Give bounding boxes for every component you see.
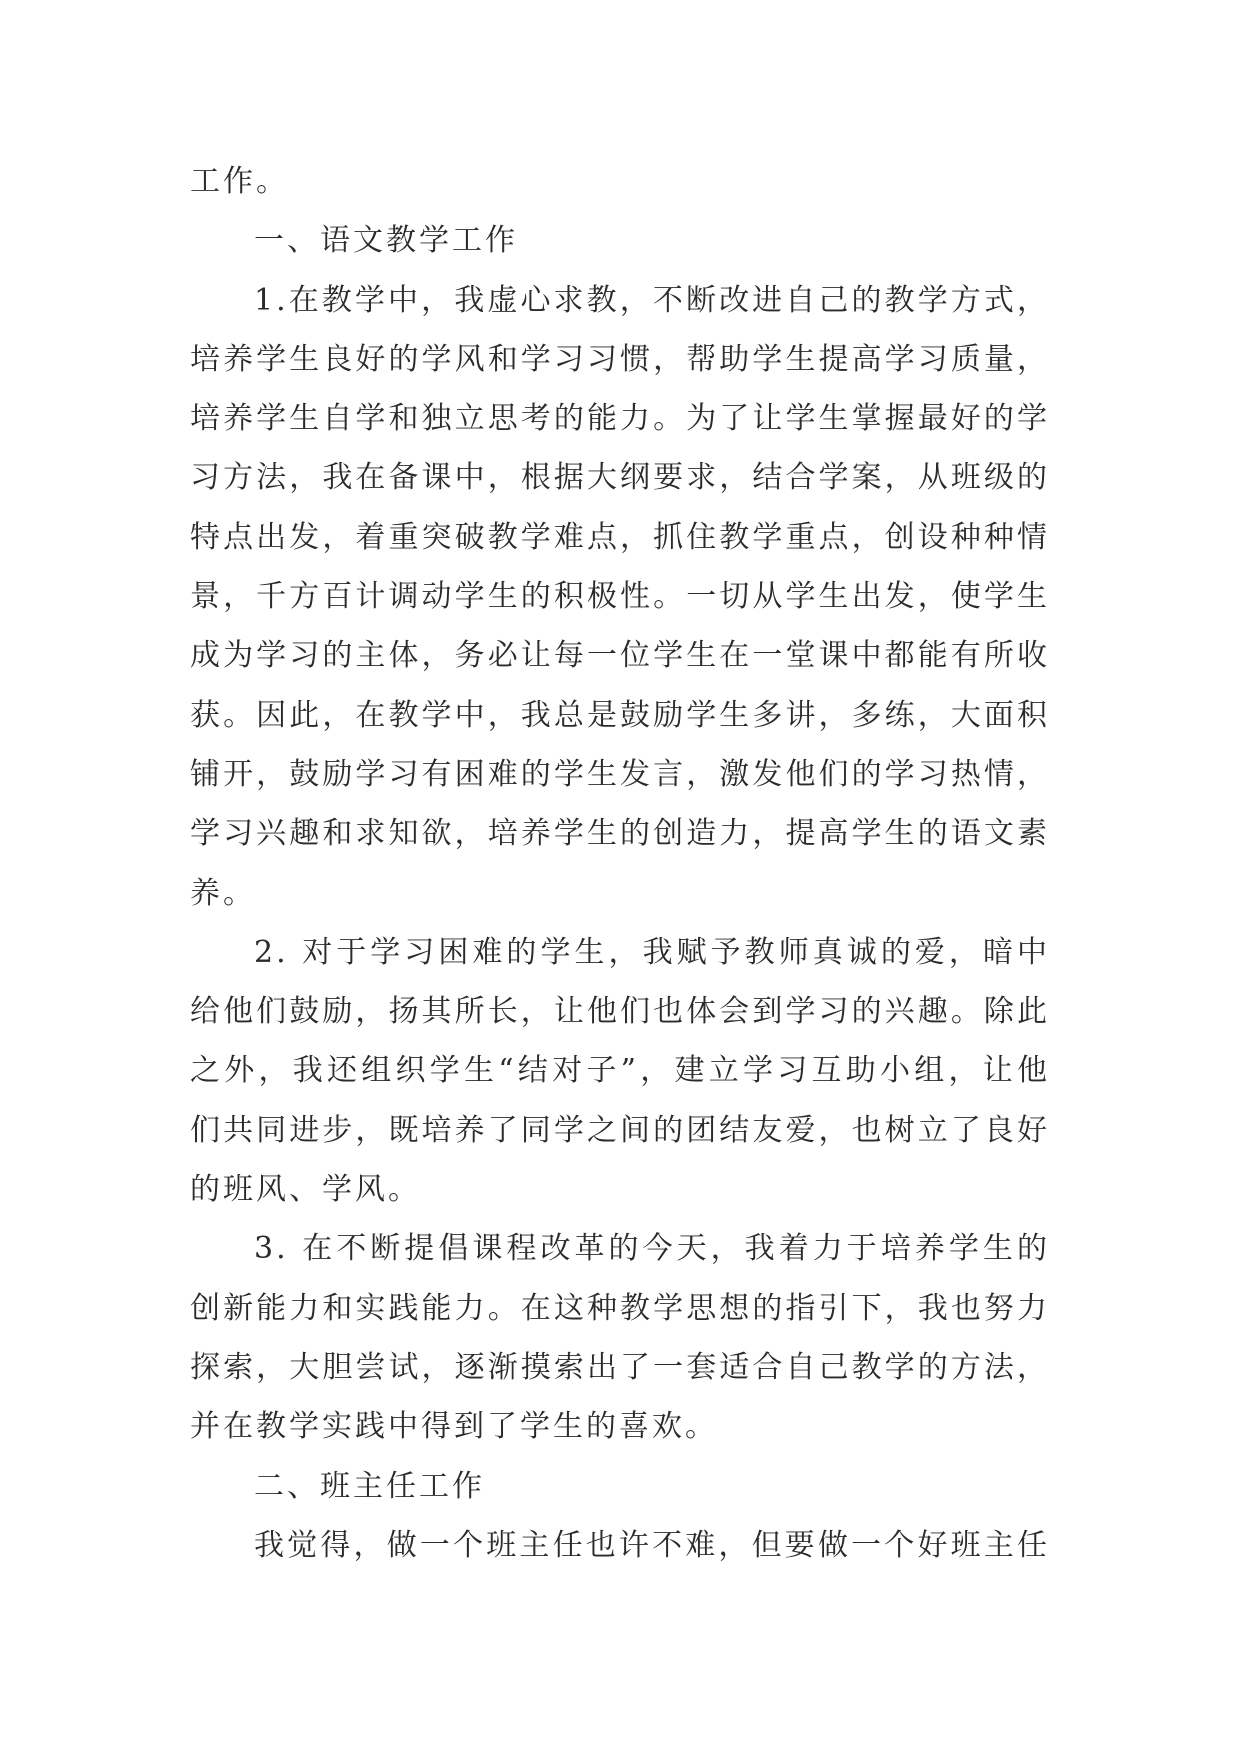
text-line: 学习兴趣和求知欲，培养学生的创造力，提高学生的语文素 (190, 816, 1050, 852)
text-line: 2. 对于学习困难的学生，我赋予教师真诚的爱，暗中 (254, 934, 1050, 970)
text-line: 养。 (190, 875, 256, 911)
text-line: 给他们鼓励，扬其所长，让他们也体会到学习的兴趣。除此 (190, 994, 1050, 1030)
text-line: 培养学生自学和独立思考的能力。为了让学生掌握最好的学 (190, 401, 1050, 437)
text-line: 们共同进步，既培养了同学之间的团结友爱，也树立了良好 (190, 1112, 1050, 1148)
document-body (190, 152, 1050, 1575)
text-line: 之外，我还组织学生“结对子”，建立学习互助小组，让他 (190, 1053, 1050, 1089)
text-line: 工作。 (190, 164, 289, 199)
text-line: 一、语文教学工作 (254, 223, 518, 259)
text-line: 并在教学实践中得到了学生的喜欢。 (190, 1409, 718, 1445)
text-line: 3. 在不断提倡课程改革的今天，我着力于培养学生的 (254, 1231, 1050, 1267)
text-line: 二、班主任工作 (254, 1468, 485, 1504)
text-line: 1.在教学中，我虚心求教，不断改进自己的教学方式， (254, 282, 1050, 318)
text-line: 培养学生良好的学风和学习习惯，帮助学生提高学习质量， (190, 341, 1050, 377)
text-line: 创新能力和实践能力。在这种教学思想的指引下，我也努力 (190, 1290, 1050, 1326)
text-line: 习方法，我在备课中，根据大纲要求，结合学案，从班级的 (190, 460, 1050, 496)
text-line: 景，千方百计调动学生的积极性。一切从学生出发，使学生 (190, 579, 1050, 615)
text-line: 成为学习的主体，务必让每一位学生在一堂课中都能有所收 (190, 638, 1050, 674)
text-line: 探索，大胆尝试，逐渐摸索出了一套适合自己教学的方法， (190, 1349, 1050, 1385)
text-line: 获。因此，在教学中，我总是鼓励学生多讲，多练，大面积 (190, 697, 1050, 733)
text-line: 特点出发，着重突破教学难点，抓住教学重点，创设种种情 (190, 519, 1050, 555)
text-line: 我觉得，做一个班主任也许不难，但要做一个好班主任 (254, 1527, 1050, 1563)
text-line: 的班风、学风。 (190, 1172, 421, 1208)
text-line: 铺开，鼓励学习有困难的学生发言，激发他们的学习热情， (190, 756, 1050, 792)
